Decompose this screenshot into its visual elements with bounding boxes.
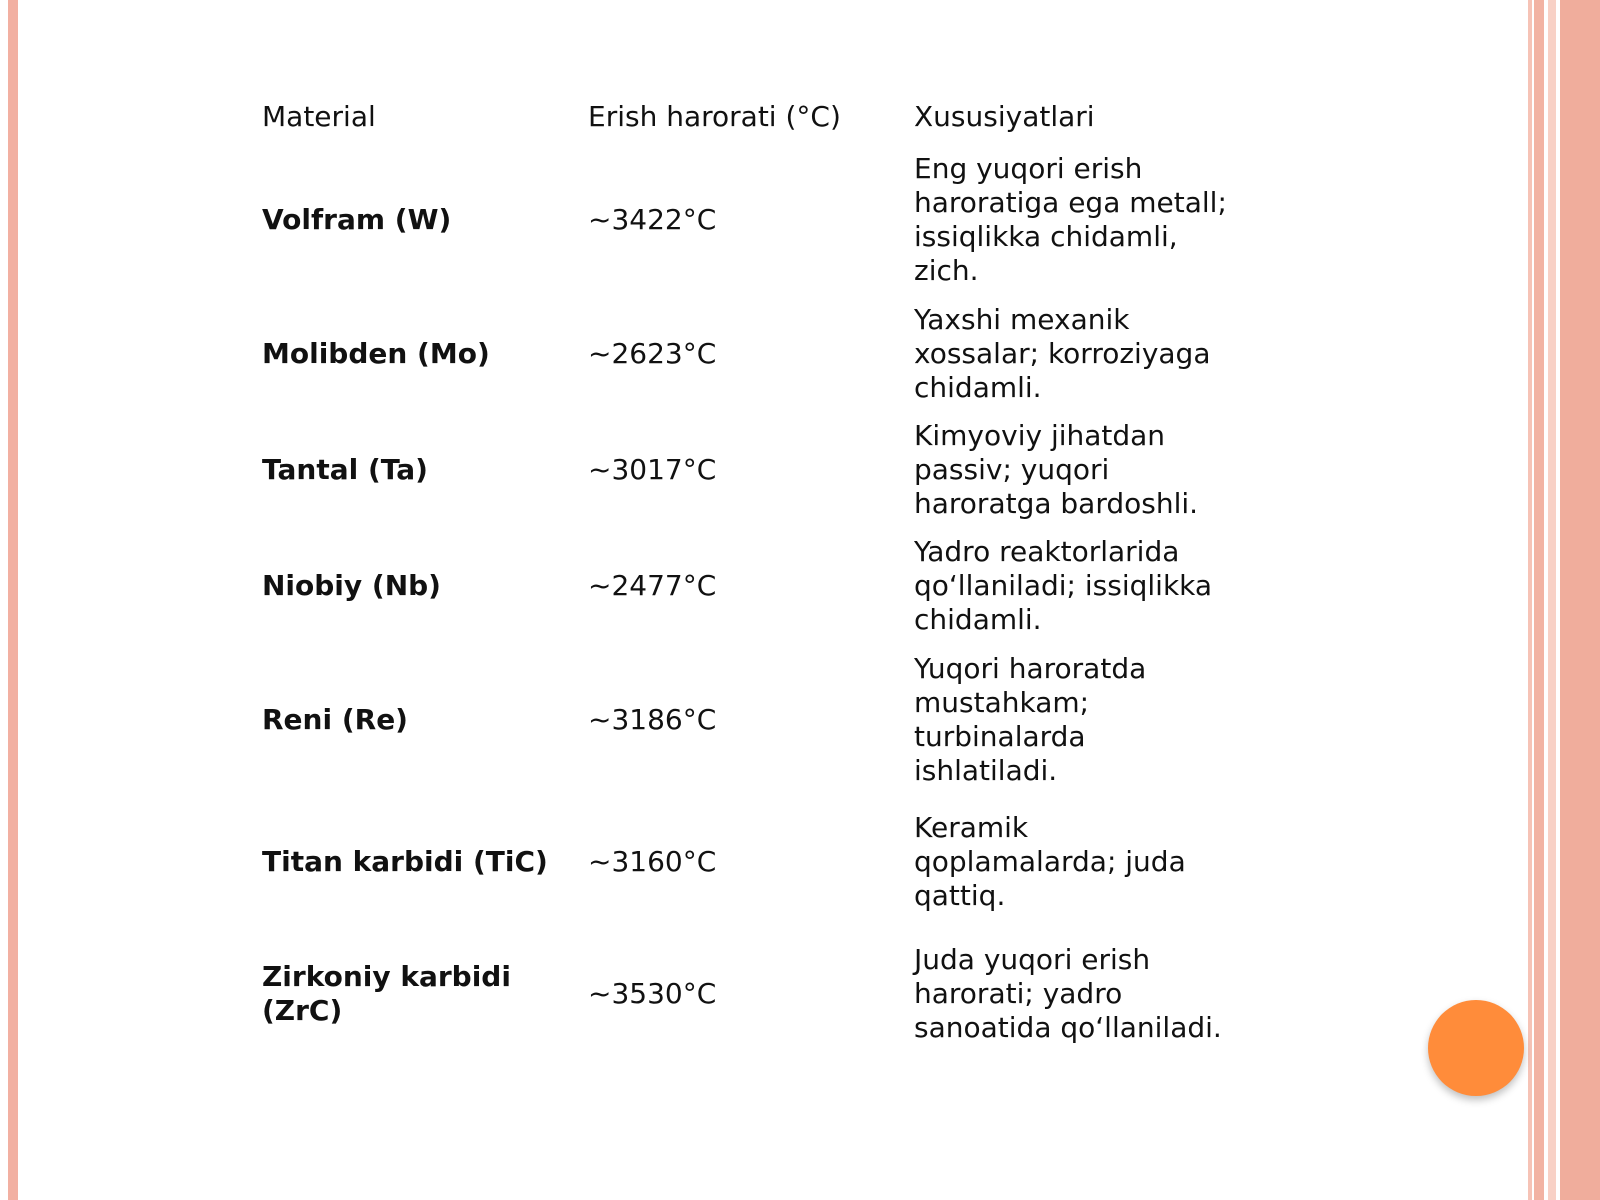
right-strip xyxy=(1548,0,1556,1200)
material-name: Niobiy (Nb) xyxy=(262,569,441,602)
header-properties: Xususiyatlari xyxy=(914,100,1095,133)
melting-point: ~2477°C xyxy=(588,569,717,602)
table-row xyxy=(262,528,1234,644)
header-melting-point: Erish harorati (°C) xyxy=(588,100,841,133)
table-row xyxy=(262,644,1234,796)
right-strip xyxy=(1528,0,1532,1200)
properties: Yuqori haroratda mustahkam; turbinalarda ishlatiladi. xyxy=(914,652,1147,787)
materials-table xyxy=(262,100,1234,1060)
material-name: Tantal (Ta) xyxy=(262,453,428,486)
table-header-row xyxy=(262,100,1234,144)
right-strip xyxy=(1534,0,1544,1200)
orange-circle-decoration xyxy=(1428,1000,1524,1096)
table-row xyxy=(262,412,1234,528)
right-strip xyxy=(1560,0,1600,1200)
table-row xyxy=(262,796,1234,928)
properties: Keramik qoplamalarda; juda qattiq. xyxy=(914,811,1186,912)
properties: Yaxshi mexanik xossalar; korroziyaga chidamli. xyxy=(914,303,1211,404)
material-name: Titan karbidi (TiC) xyxy=(262,845,548,878)
table-row xyxy=(262,928,1234,1060)
melting-point: ~3422°C xyxy=(588,203,717,236)
material-name: Zirkoniy karbidi (ZrC) xyxy=(262,960,511,1027)
melting-point: ~2623°C xyxy=(588,337,717,370)
properties: Juda yuqori erish harorati; yadro sanoatida qo‘llaniladi. xyxy=(914,943,1222,1044)
right-decorative-strips xyxy=(1528,0,1600,1200)
melting-point: ~3160°C xyxy=(588,845,717,878)
properties: Kimyoviy jihatdan passiv; yuqori haroratga bardoshli. xyxy=(914,419,1199,520)
header-material: Material xyxy=(262,100,376,133)
melting-point: ~3017°C xyxy=(588,453,717,486)
table-row xyxy=(262,296,1234,412)
material-name: Molibden (Mo) xyxy=(262,337,490,370)
material-name: Volfram (W) xyxy=(262,203,452,236)
properties: Eng yuqori erish haroratiga ega metall; issiqlikka chidamli, zich. xyxy=(914,152,1227,287)
melting-point: ~3530°C xyxy=(588,977,717,1010)
left-decorative-strip xyxy=(8,0,18,1200)
table-row xyxy=(262,144,1234,296)
material-name: Reni (Re) xyxy=(262,703,408,736)
melting-point: ~3186°C xyxy=(588,703,717,736)
properties: Yadro reaktorlarida qo‘llaniladi; issiqlikka chidamli. xyxy=(914,535,1213,636)
